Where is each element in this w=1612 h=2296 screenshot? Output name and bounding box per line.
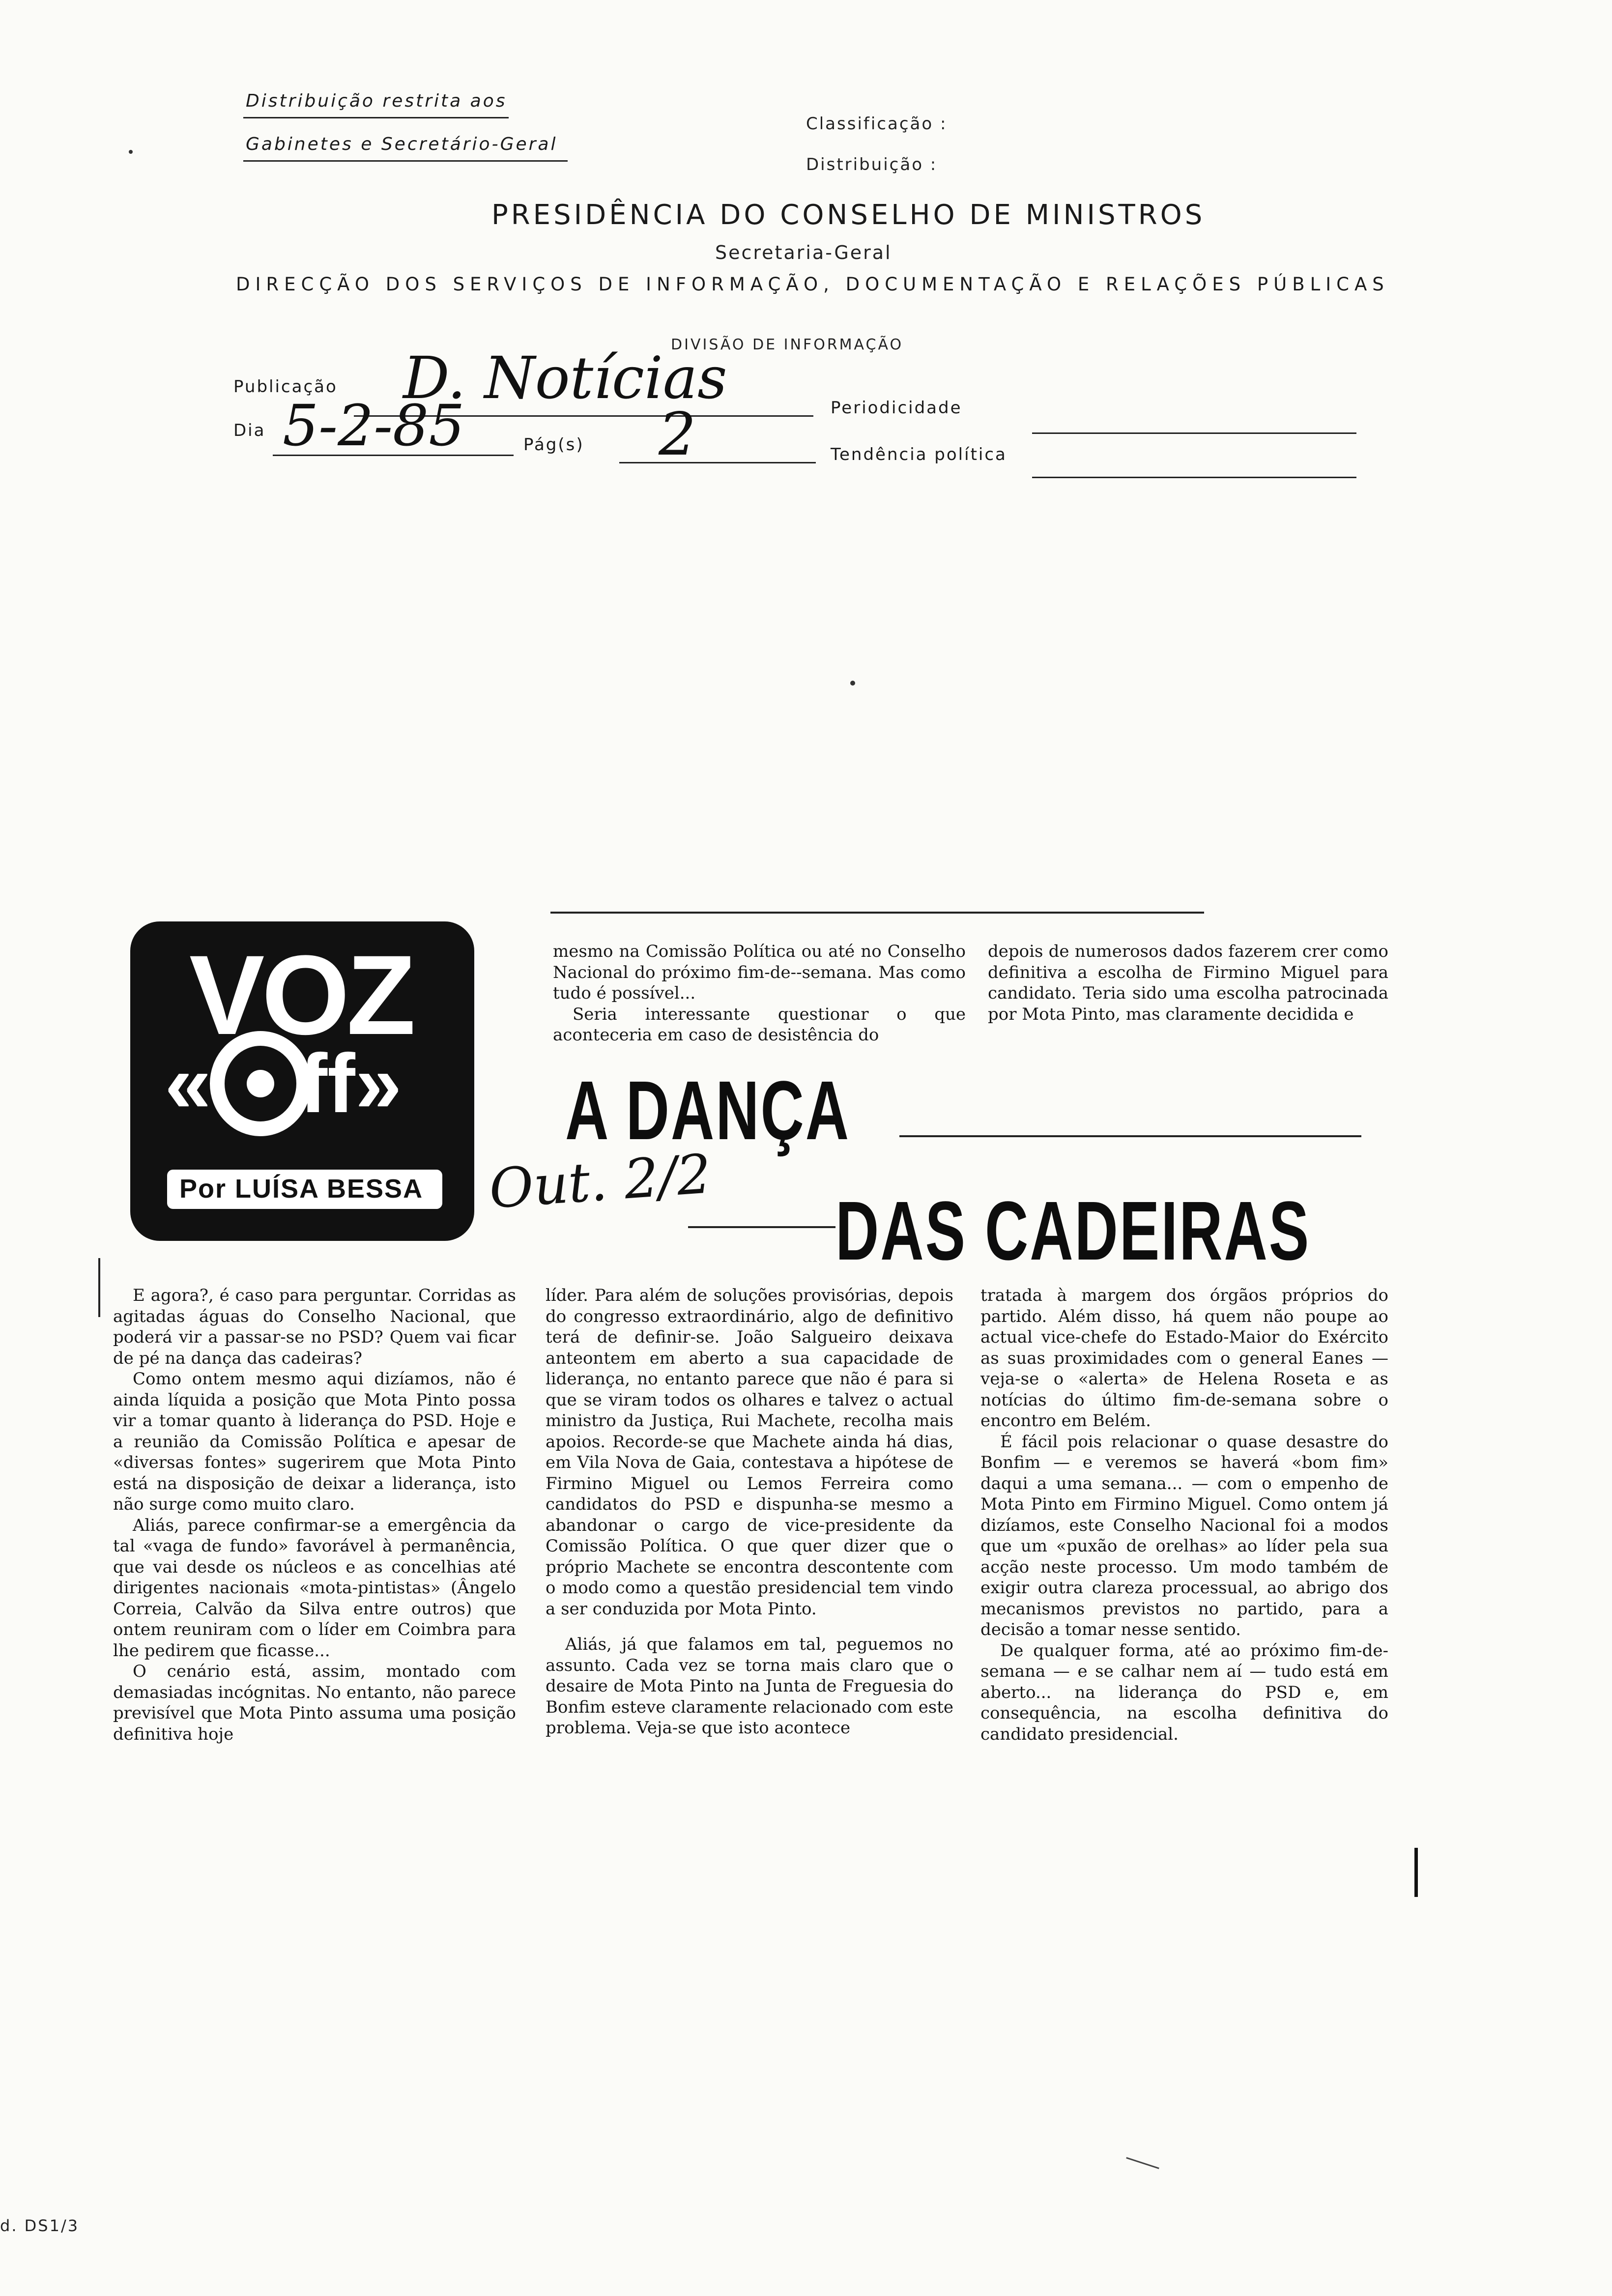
distribution-label: Distribuição : xyxy=(806,155,938,174)
distribution-note-line1: Distribuição restrita aos xyxy=(246,91,507,111)
secretariat: Secretaria-Geral xyxy=(715,242,892,263)
logo-ff: ff xyxy=(299,1037,355,1130)
right-margin-mark xyxy=(1414,1848,1418,1897)
article-col1-para1: E agora?, é caso para perguntar. Corridas as agitadas águas do Conselho Nacional, que poderá vir a passar-se no PSD? Quem vai ficar de pé na dança das cadeiras? xyxy=(113,1286,516,1368)
logo-off-visible xyxy=(165,1039,402,1128)
headline-line2: DAS CADEIRAS xyxy=(835,1184,1311,1278)
day-label: Dia xyxy=(233,421,266,440)
periodicity-line xyxy=(1032,432,1356,434)
left-margin-mark xyxy=(98,1258,100,1317)
classification-label: Classificação : xyxy=(806,114,948,134)
headline-rule-2 xyxy=(688,1226,835,1228)
article-column-2 xyxy=(546,1285,953,1739)
tendency-label: Tendência política xyxy=(831,445,1007,464)
margin-note: Out. 2/2 xyxy=(487,1142,714,1221)
article-col3-para2: É fácil pois relacionar o quase desastre do Bonfim — e veremos se haverá «bom fim» daqui a uma semana... — com o empenho de Mota Pinto em Firmino Miguel. Como ontem já dizíamos, este Conselho Nacional foi a modos que um «puxão de orelhas» ao líder pela sua acção neste processo. Um modo também de exigir outra clareza processual, ao abrigo dos mecanismos previstos no partido, para a decisão a tomar nesse sentido. xyxy=(980,1432,1388,1639)
article-column-3 xyxy=(980,1285,1388,1745)
article-column-1 xyxy=(113,1285,516,1745)
stray-dot xyxy=(129,150,133,154)
article-col1-para2: Como ontem mesmo aqui dizíamos, não é ainda líquida a posição que Mota Pinto possa vir a tomar quanto à liderança do PSD. Hoje e a reunião da Comissão Política e apesar de «diversas fontes» sugerirem que Mota Pinto está na disposição de deixar a liderança, isto não surge como muito claro. xyxy=(113,1369,516,1514)
column-logo xyxy=(130,921,474,1241)
pages-line xyxy=(619,462,816,463)
stray-stroke xyxy=(1126,2157,1159,2169)
distribution-note-line2: Gabinetes e Secretário-Geral xyxy=(246,134,558,154)
distribution-underline-1 xyxy=(243,117,509,118)
top-col2-para1: depois de numerosos dados fazerem crer como definitiva a escolha de Firmino Miguel para candidato. Teria sido uma escolha patrocinada por Mota Pinto, mas claramente decidida e xyxy=(988,942,1388,1024)
pages-label: Pág(s) xyxy=(523,435,584,455)
article-col2-para1: líder. Para além de soluções provisórias, depois do congresso extraordinário, algo de definitivo terá de definir-se. João Salgueiro deixava anteontem em aberto a sua capacidade de liderança, no entanto parece que não é para si que se viram todos os olhares e talvez o actual ministro da Justiça, Rui Machete, recolha mais apoios. Recorde-se que Machete ainda há dias, em Vila Nova de Gaia, contestava a hipótese de Firmino Miguel ou Lemos Ferreira como candidatos do PSD e dispunha-se mesmo a abandonar o cargo de vice-presidente da Comissão Política. O que quer dizer que o próprio Machete se encontra descontente com o modo como a questão presidencial tem vindo a ser conduzida por Mota Pinto. xyxy=(546,1286,953,1619)
distribution-underline-2 xyxy=(243,160,568,162)
division: DIVISÃO DE INFORMAÇÃO xyxy=(671,336,904,353)
document-title: PRESIDÊNCIA DO CONSELHO DE MINISTROS xyxy=(491,199,1206,231)
logo-quote-left: « xyxy=(165,1037,211,1130)
top-column-2 xyxy=(988,941,1388,1025)
tendency-line xyxy=(1032,477,1356,478)
article-col3-para1: tratada à margem dos órgãos próprios do partido. Além disso, há quem não poupe ao actual vice-chefe do Estado-Maior do Exército as suas proximidades com o general Eanes — veja-se o «alerta» de Helena Roseta e as notícias do último fim-de-semana sobre o encontro em Belém. xyxy=(980,1286,1388,1431)
stray-dot xyxy=(850,681,855,686)
top-col1-para1: mesmo na Comissão Política ou até no Conselho Nacional do próximo fim-de--semana. Mas como tudo é possível... xyxy=(553,942,966,1003)
article-col1-para4: O cenário está, assim, montado com demasiadas incógnitas. No entanto, não parece previsível que Mota Pinto assuma uma posição definitiva hoje xyxy=(113,1662,516,1744)
logo-voz: VOZ xyxy=(189,932,413,1058)
headline-rule-1 xyxy=(899,1135,1361,1137)
day-value: 5-2-85 xyxy=(283,393,465,459)
logo-quote-right: » xyxy=(355,1037,402,1130)
footer-code: d. DS1/3 xyxy=(0,2216,80,2235)
top-col1-para2: Seria interessante questionar o que aconteceria em caso de desistência do xyxy=(553,1004,966,1045)
article-col2-para2: Aliás, já que falamos em tal, peguemos no assunto. Cada vez se torna mais claro que o desaire de Mota Pinto na Junta de Freguesia do Bonfim esteve claramente relacionado com este problema. Veja-se que isto acontece xyxy=(546,1635,953,1738)
article-col1-para3: Aliás, parece confirmar-se a emergência da tal «vaga de fundo» favorável à permanência, que vai desde os núcleos e as concelhias até dirigentes nacionais «mota-pintistas» (Ângelo Correia, Calvão da Silva entre outros) que ontem reuniram com o líder em Coimbra para lhe pedirem que ficasse... xyxy=(113,1515,516,1661)
headline-line1: A DANÇA xyxy=(565,1064,850,1157)
publication-label: Publicação xyxy=(233,377,338,397)
top-column-1 xyxy=(553,941,966,1046)
article-col3-para3: De qualquer forma, até ao próximo fim-de-semana — e se calhar nem aí — tudo está em aberto... na liderança do PSD e, em consequência, na escolha definitiva do candidato presidencial. xyxy=(980,1640,1388,1744)
clipping-top-rule xyxy=(550,912,1204,914)
publication-value: D. Notícias xyxy=(403,344,727,412)
directorate: DIRECÇÃO DOS SERVIÇOS DE INFORMAÇÃO, DOCUMENTAÇÃO E RELAÇÕES PÚBLICAS xyxy=(236,274,1389,295)
pages-value: 2 xyxy=(659,401,696,469)
periodicity-label: Periodicidade xyxy=(831,398,962,418)
byline: Por LUÍSA BESSA xyxy=(179,1174,424,1204)
